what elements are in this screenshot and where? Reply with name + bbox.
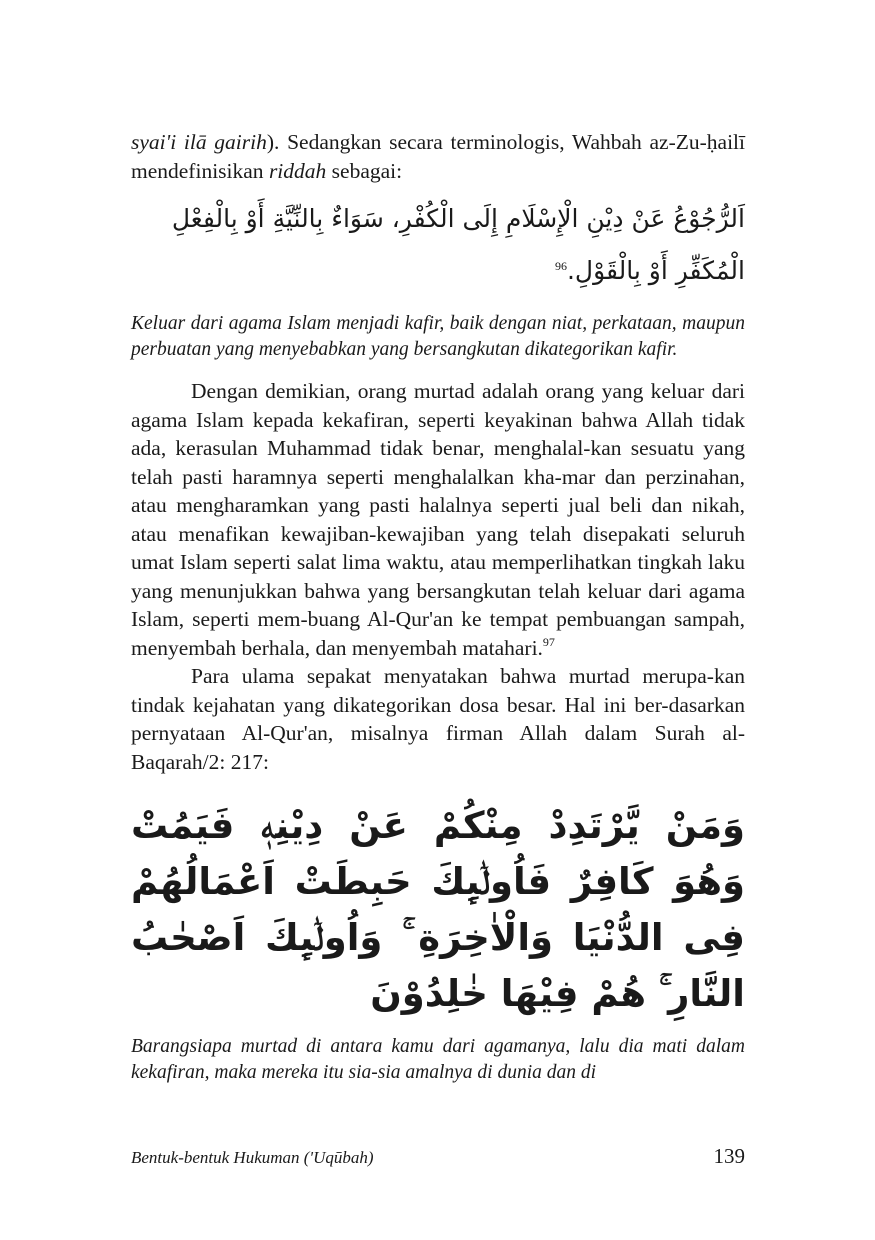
quran-verse: وَمَنْ يَّرْتَدِدْ مِنْكُمْ عَنْ دِيْنِهٖ فَيَمُتْ وَهُوَ كَافِرٌ فَاُولٰۤىِٕكَ حَبِطَتْ اَعْمَالُهُمْ فِى الدُّنْيَا وَالْاٰخِرَةِ ۚ وَاُولٰۤىِٕكَ اَصْحٰبُ النَّارِ ۚ هُمْ فِيْهَا خٰلِدُوْنَ — [131, 804, 745, 1015]
body-paragraph-murtad — [131, 377, 745, 662]
footnote-marker-97: 97 — [542, 634, 555, 649]
definition-translation: Keluar dari agama Islam menjadi kafir, baik dengan niat, perkataan, maupun perbuatan yang menyebabkan yang bersangkutan dikategorikan kafir. — [131, 313, 745, 360]
arabic-definition — [131, 193, 745, 297]
body-paragraph-ulama: Para ulama sepakat menyatakan bahwa murtad merupa-kan tindak kejahatan yang dikategorikan dosa besar. Hal ini ber-dasarkan pernyataan Al-Qur'an, misalnya firman Allah dalam Surah al-Baqarah/2: 217: — [131, 664, 745, 774]
opening-paragraph — [131, 128, 745, 185]
transliteration-phrase: syai'i ilā gairih — [131, 130, 267, 154]
body-paragraph-murtad-text: Dengan demikian, orang murtad adalah orang yang keluar dari agama Islam kepada kekafiran, seperti keyakinan bahwa Allah tidak ada, kerasulan Muhammad tidak benar, menghalal-kan sesuatu yang telah pasti haramnya seperti menghalalkan kha-mar dan perzinahan, atau mengharamkan yang pasti halalnya seperti jual beli dan nikah, atau menafikan kewajiban-kewajiban yang telah disepakati seluruh umat Islam seperti salat lima waktu, atau memperlihatkan tingkah laku yang menunjukkan bahwa yang bersangkutan telah keluar dari agama Islam, seperti mem-buang Al-Qur'an ke tempat pembuangan sampah, menyembah berhala, dan menyembah matahari. — [131, 379, 745, 660]
page-footer — [131, 1144, 745, 1169]
verse-translation: Barangsiapa murtad di antara kamu dari agamanya, lalu dia mati dalam kekafiran, maka mereka itu sia-sia amalnya di dunia dan di — [131, 1036, 745, 1083]
footnote-marker-96: 96 — [554, 259, 567, 273]
running-title: Bentuk-bentuk Hukuman ('Uqūbah) — [131, 1148, 374, 1167]
opening-text: ). Sedangkan secara terminologis, Wahbah az-Zu-ḥailī mendefinisikan — [131, 130, 745, 183]
opening-text-end: sebagai: — [326, 158, 403, 183]
page-number: 139 — [713, 1144, 745, 1168]
page-body — [131, 128, 745, 1086]
term-riddah: riddah — [268, 158, 327, 183]
arabic-definition-text: اَلرُّجُوْعُ عَنْ دِيْنِ الْإِسْلَامِ إِلَى الْكُفْرِ، سَوَاءٌ بِالنِّيَّةِ أَوْ بِالْفِعْلِ الْمُكَفِّرِ أَوْ بِالْقَوْلِ. — [171, 204, 745, 285]
